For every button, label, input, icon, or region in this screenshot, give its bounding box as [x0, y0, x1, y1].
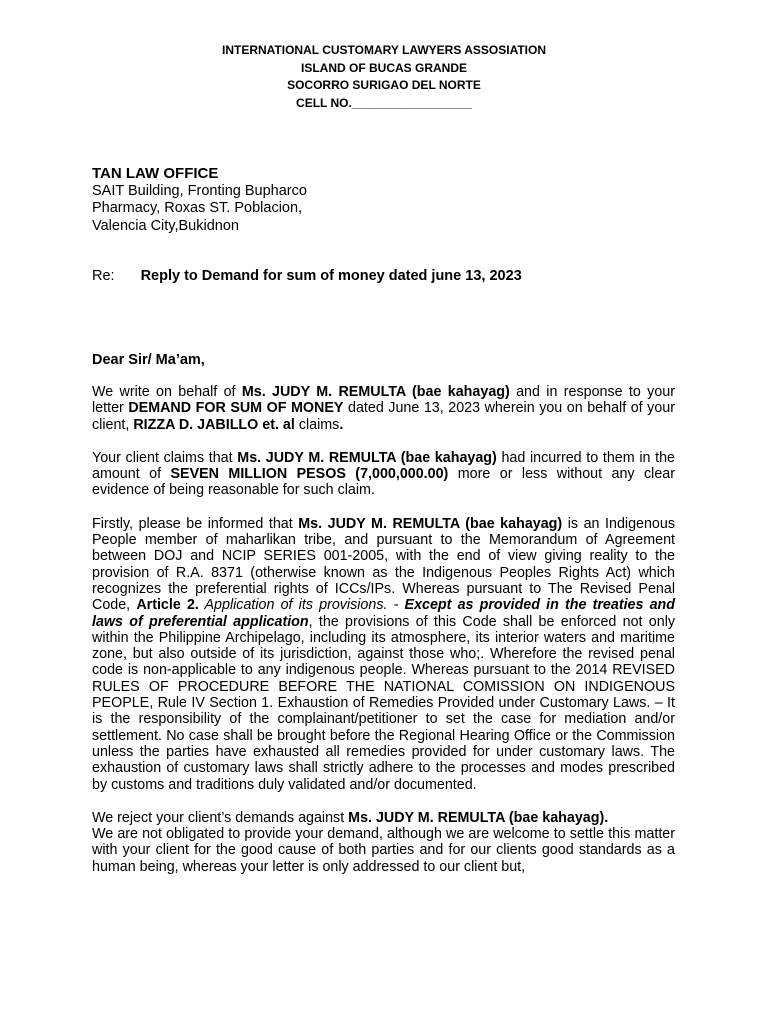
letterhead-cell-no: CELL NO.__________________ — [296, 95, 472, 110]
recipient-address-line: Valencia City,Bukidnon — [92, 217, 239, 234]
article-reference: Article 2. — [136, 597, 199, 614]
re-line — [92, 268, 522, 284]
text-run: We reject your client’s demands against — [92, 809, 349, 826]
client-name: Ms. JUDY M. REMULTA (bae kahayag) — [237, 449, 497, 466]
letter-body — [92, 384, 675, 875]
re-subject: Reply to Demand for sum of money dated june 13, 2023 — [140, 268, 522, 284]
article-exception: Except as provided in the treaties and laws of preferential application — [92, 597, 676, 630]
text-run: . — [339, 416, 344, 433]
paragraph-settlement — [92, 826, 675, 875]
recipient-address-line: SAIT Building, Fronting Bupharco — [92, 182, 307, 199]
letter-title: DEMAND FOR SUM OF MONEY — [128, 400, 344, 417]
re-label: Re: — [92, 268, 115, 284]
text-run: more or less without any clear evidence of being reasonable for such claim. — [92, 466, 675, 499]
text-run: We are not obligated to provide your demand, although we are welcome to settle this matter with your client for the good cause of both parties and for our clients good standards as a human being, whereas your letter is only addressed to our client but, — [92, 826, 675, 875]
letterhead-island: ISLAND OF BUCAS GRANDE — [300, 60, 467, 75]
text-run: Firstly, please be informed that — [92, 515, 299, 532]
text-run: claims — [294, 416, 340, 433]
paragraph-claim — [92, 450, 675, 499]
opposing-client-name: RIZZA D. JABILLO et. al — [133, 416, 295, 433]
client-name: Ms. JUDY M. REMULTA (bae kahayag). — [348, 809, 609, 826]
text-run: dated June 13, 2023 wherein you on behalf of your client, — [92, 400, 675, 433]
text-run: is an Indigenous People member of maharlikan tribe, and pursuant to the Memorandum of Agreement between DOJ and NCIP SERIES 001-2005, with the end of view giving reality to the provision of R.A. 8371 (otherwise known as the Indigenous Peoples Rights Act) which recognizes the preferential rights of ICCs/IPs. Whereas pursuant to The Revised Penal Code, — [92, 515, 675, 614]
paragraph-intro — [92, 384, 675, 433]
recipient-address-line: Pharmacy, Roxas ST. Poblacion, — [92, 200, 303, 216]
paragraph-legal-basis — [92, 516, 675, 793]
salutation: Dear Sir/ Ma’am, — [92, 352, 205, 368]
text-run: and in response to your letter — [92, 384, 675, 417]
claim-amount: SEVEN MILLION PESOS (7,000,000.00) — [170, 466, 449, 483]
recipient-block — [92, 165, 307, 235]
recipient-firm: TAN LAW OFFICE — [92, 165, 219, 182]
text-run: , the provisions of this Code shall be enforced not only within the Philippine Archipelago, including its atmosphere, its interior waters and maritime zone, but also outside of its jurisdiction, against those who;. Wherefore the revised penal code is non-applicable to any indigenous people. Whereas pursuant to the 2014 REVISED RULES OF PROCEDURE BEFORE THE NATIONAL COMISSION ON INDIGENOUS PEOPLE, Rule IV Section 1. Exhaustion of Remedies Provided under Customary Laws. – It is the responsibility of the complainant/petitioner to set the case for mediation and/or settlement. No case shall be brought before the Regional Hearing Office or the Commission unless the parties have exhausted all remedies provided for under customary laws. The exhaustion of customary laws shall strictly adhere to the processes and modes prescribed by customs and traditions duly validated and/or documented. — [92, 613, 676, 793]
letterhead-org-name: INTERNATIONAL CUSTOMARY LAWYERS ASSOSIATION — [221, 43, 547, 57]
letterhead — [0, 42, 768, 112]
text-run: Your client claims that — [92, 449, 238, 466]
client-name: Ms. JUDY M. REMULTA (bae kahayag) — [298, 515, 563, 532]
paragraph-rejection — [92, 810, 675, 826]
article-title: Application of its provisions. - — [198, 597, 405, 614]
client-name: Ms. JUDY M. REMULTA (bae kahayag) — [241, 384, 510, 400]
letterhead-location: SOCORRO SURIGAO DEL NORTE — [287, 78, 481, 92]
text-run: We write on behalf of — [92, 384, 242, 400]
text-run: had incurred to them in the amount of — [92, 449, 675, 483]
